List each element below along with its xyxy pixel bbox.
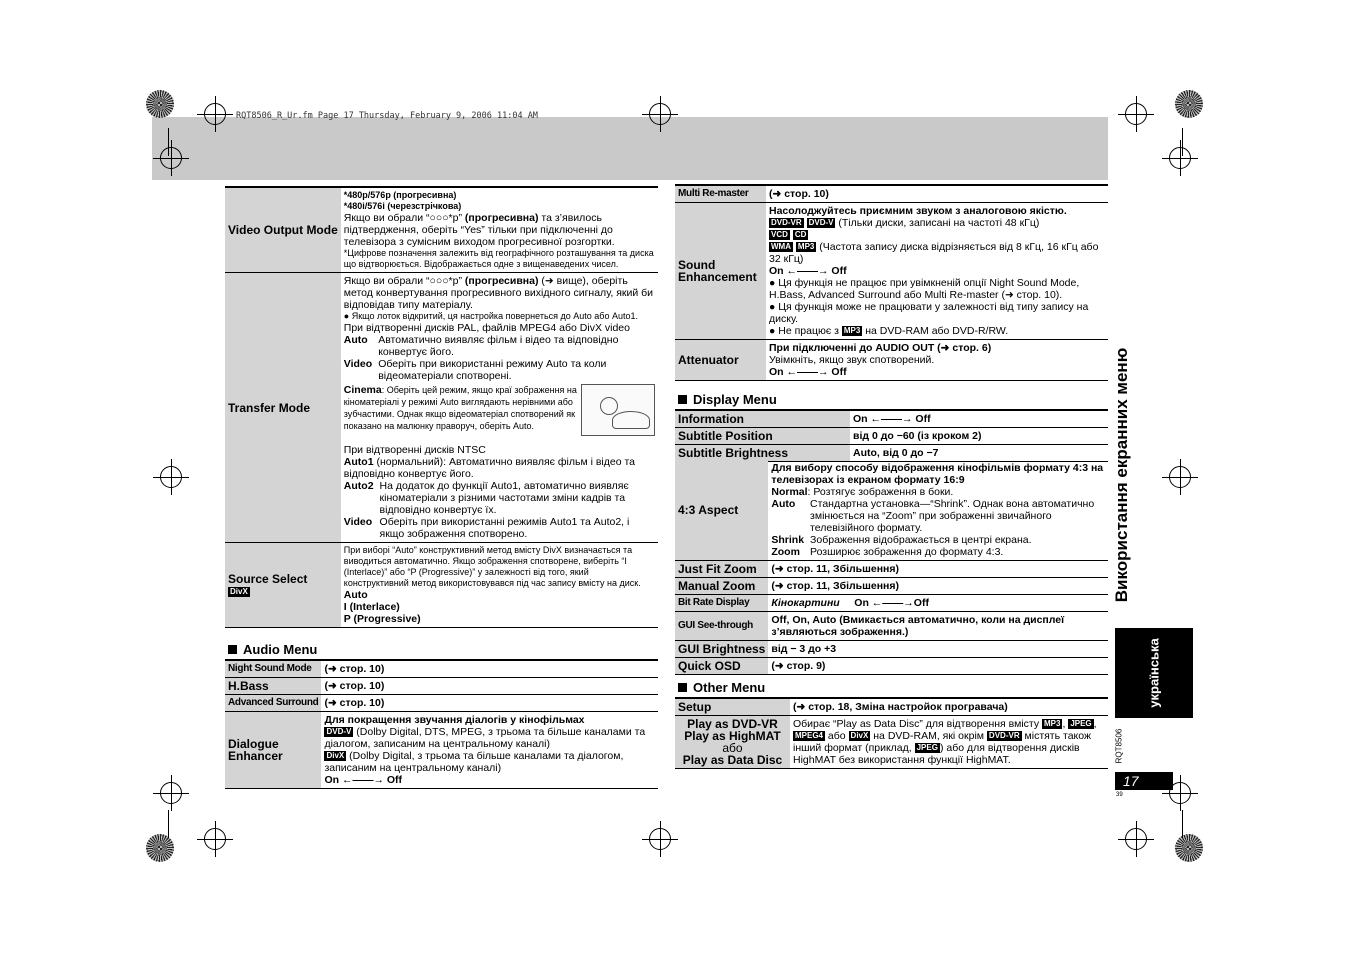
- other-menu-heading: Other Menu: [678, 680, 765, 695]
- aspect-desc: Для вибору способу відображення кінофільмів формату 4:3 на телевізорах із екраном формату 16:9 Normal: Розтягує зображення в боки. Auto Стандартна установка—“Shrink”. Однак вона автоматично змінюється на “Zoom” при зображенні звичайного телевізійного формату. Shrink Зображення відображається в центрі екрана. Zoom Розширює зображення до формату 4:3.: [768, 460, 1108, 561]
- small-page-number: 39: [1116, 792, 1123, 798]
- display-menu-table: Information On ←——→ Off Subtitle Position від 0 до −60 (із кроком 2) Subtitle Brightness Auto, від 0 до −7: [675, 409, 1108, 462]
- dialogue-enhancer-desc: Для покращення звучання діалогів у кінофільмах DVD-V (Dolby Digital, DTS, MPEG, з трьома та більше каналами та діалогом, записаним на центральному каналі) DivX (Dolby Digital, з трьома та більше каналами та діалогом, записаним на центральному каналі) On ←——→ Off: [321, 712, 658, 789]
- model-code: RQT8506: [1114, 728, 1124, 764]
- registration-mark-icon: [204, 103, 226, 125]
- audio-menu-heading: Audio Menu: [228, 642, 317, 657]
- attenuator-label: Attenuator: [675, 340, 766, 381]
- subtitle-brightness-label: Subtitle Brightness: [675, 445, 850, 462]
- display-menu-table-2: 4:3 Aspect Для вибору способу відображення кінофільмів формату 4:3 на телевізорах із екраном формату 16:9 Normal: Розтягує зображення в боки. Auto Стандартна установка—“Shrink”. Однак вона автоматично змінюється на “Zoom” при зображенні звичайного телевізійного формату. Shrink Зображення відображається в центрі екрана. Zoom Розширює зображення до формату 4:3. Just Fit Zoom (➜ стор. 11, Збільшення) Manual Zoom (➜ стор. 11, Збільшення) Bit Rate Display Кінокартини On ←——→Off GUI See-through Off, On, Auto (Вмикається автоматично, коли на дисплеї з’являються зображення.) GUI Brightness від − 3 до +3 Quick OSD (➜ стор. 9): [675, 460, 1108, 675]
- divx-badge: DivX: [230, 586, 248, 596]
- registration-mark-icon: [160, 466, 182, 488]
- advanced-surround-label: Advanced Surround: [225, 695, 321, 712]
- night-sound-mode-label: Night Sound Mode: [225, 660, 321, 678]
- information-label: Information: [675, 410, 850, 428]
- bit-rate-display-label: Bit Rate Display: [675, 595, 768, 612]
- registration-mark-icon: [1169, 466, 1191, 488]
- distorted-image-illustration: [581, 384, 655, 436]
- rosette-icon: [1175, 834, 1203, 862]
- video-output-mode-desc: *480p/576p (прогресивна) *480i/576i (черезстрічкова) Якщо ви обрали “○○○*p” (прогресивна) та з’явилось підтвердження, оберіть “Yes” тільки при підключенні до телевізора з сумісним виходом прогресивної розгортки. *Цифрове позначення залежить від географічного розташування та диска що відтворюється. Відображається одне з вищенаведених чисел.: [341, 187, 658, 273]
- registration-mark-icon: [204, 828, 226, 850]
- transfer-mode-desc: Якщо ви обрали “○○○*p” (прогресивна) (➜ вище), оберіть метод конвертування прогресивного вихідного сигналу, який би відповідав типу матеріалу. ● Якщо лоток відкритий, ця настройка повернеться до Auto або Auto1. При відтворенні дисків PAL, файлів MPEG4 або DivX video Auto Автоматично виявляє фільм і відео та відповідно конвертує його. Video Оберіть при використанні режиму Auto та коли відеоматеріали спотворені. Cinema: Оберіть цей режим, якщо краї зображення на кіноматеріалі у режимі Auto виглядають нерівними або зубчастими. Однак якщо відеоматеріал спотворений як показано на малюнку праворуч, оберіть Auto. При відтворенні дисків NTSC Auto1 (нормальний): Автоматично виявляє фільм і відео та відповідно конвертує його. Auto2 На додаток до функції Auto1, автоматично виявляє кіноматеріали з різними частотами зміни кадрів та відповідно конвертує їх. Video Оберіть при використанні режимів Auto1 та Auto2, і якщо зображення спотворено.: [341, 273, 658, 543]
- video-settings-table: [225, 186, 658, 628]
- multi-remaster-label: Multi Re-master: [675, 185, 766, 203]
- registration-mark-icon: [1169, 147, 1191, 169]
- transfer-mode-label: Transfer Mode: [225, 273, 341, 543]
- registration-mark-icon: [1125, 828, 1147, 850]
- section-title-vertical: Використання екранних меню: [1112, 347, 1131, 603]
- header-band: [152, 117, 1108, 180]
- registration-mark-icon: [649, 828, 671, 850]
- audio-continued-table: Multi Re-master (➜ стор. 10) Sound Enhancement Насолоджуйтесь приємним звуком з аналоговою якістю. DVD-VR DVD-V (Тільки диски, записані на частоті 48 кГц) VCD CD WMA MP3 (Частота запису диска відрізняється від 8 кГц, 16 кГц або 32 кГц) On ←——→ Off ● Ця функція не працює при увімкненій опції Night Sound Mode, H.Bass, Advanced Surround або Multi Re-master (➜ стор. 10). ● Ця функція може не працювати у залежності від типу запису на диску. ● Не працює з MP3 на DVD-RAM або DVD-R/RW. Attenuator При підключенні до AUDIO OUT (➜ стор. 6) Увімкніть, якщо звук спотворений. On ←——→ Off: [675, 184, 1108, 381]
- page-number: 17: [1115, 772, 1173, 790]
- registration-mark-icon: [649, 103, 671, 125]
- play-as-label: Play as DVD-VR Play as HighMAT або Play as Data Disc: [675, 716, 790, 769]
- registration-mark-icon: [160, 782, 182, 804]
- hbass-label: H.Bass: [225, 678, 321, 695]
- just-fit-zoom-label: Just Fit Zoom: [675, 561, 768, 578]
- gui-see-through-label: GUI See-through: [675, 612, 768, 641]
- source-select-label: Source Select DivX: [225, 543, 341, 628]
- registration-mark-icon: [1125, 103, 1147, 125]
- language-tab: українська: [1115, 628, 1193, 718]
- rosette-icon: [1175, 90, 1203, 118]
- quick-osd-label: Quick OSD: [675, 658, 768, 675]
- gui-brightness-label: GUI Brightness: [675, 641, 768, 658]
- file-info: RQT8506_R_Ur.fm Page 17 Thursday, February 9, 2006 11:04 AM: [236, 111, 538, 121]
- aspect-label: 4:3 Aspect: [675, 460, 768, 561]
- audio-menu-table: Night Sound Mode (➜ стор. 10) H.Bass (➜ стор. 10) Advanced Surround (➜ стор. 10) Dialogue Enhancer Для покращення звучання діалогів у кінофільмах DVD-V (Dolby Digital, DTS, MPEG, з трьома та більше каналами та діалогом, записаним на центральному каналі) DivX (Dolby Digital, з трьома та більше каналами та діалогом, записаним на центральному каналі) On ←——→ Off: [225, 659, 658, 789]
- play-as-desc: Обирає “Play as Data Disc” для відтворення вмісту MP3 , JPEG , MPEG4 або DivX на DVD-RAM, які окрім DVD-VR містять також інший формат (приклад, JPEG ) або для відтворення дисків HighMAT без використання функції HighMAT.: [790, 716, 1108, 769]
- attenuator-desc: При підключенні до AUDIO OUT (➜ стор. 6) Увімкніть, якщо звук спотворений. On ←——→ Off: [766, 340, 1108, 381]
- manual-zoom-label: Manual Zoom: [675, 578, 768, 595]
- setup-label: Setup: [675, 698, 790, 716]
- video-output-mode-label: Video Output Mode: [225, 187, 341, 273]
- other-menu-table: Setup (➜ стор. 18, Зміна настройок програвача) Play as DVD-VR Play as HighMAT або Play as Data Disc Обирає “Play as Data Disc” для відтворення вмісту MP3 , JPEG , MPEG4 або DivX на DVD-RAM, які окрім DVD-VR містять також інший формат (приклад, JPEG ) або для відтворення дисків HighMAT без використання функції HighMAT.: [675, 697, 1108, 769]
- sound-enhancement-desc: Насолоджуйтесь приємним звуком з аналоговою якістю. DVD-VR DVD-V (Тільки диски, записані на частоті 48 кГц) VCD CD WMA MP3 (Частота запису диска відрізняється від 8 кГц, 16 кГц або 32 кГц) On ←——→ Off ● Ця функція не працює при увімкненій опції Night Sound Mode, H.Bass, Advanced Surround або Multi Re-master (➜ стор. 10). ● Ця функція може не працювати у залежності від типу запису на диску. ● Не працює з MP3 на DVD-RAM або DVD-R/RW.: [766, 203, 1108, 340]
- display-menu-heading: Display Menu: [678, 392, 777, 407]
- registration-mark-icon: [160, 147, 182, 169]
- sound-enhancement-label: Sound Enhancement: [675, 203, 766, 340]
- dialogue-enhancer-label: Dialogue Enhancer: [225, 712, 321, 789]
- rosette-icon: [146, 834, 174, 862]
- subtitle-position-label: Subtitle Position: [675, 428, 850, 445]
- rosette-icon: [146, 90, 174, 118]
- source-select-desc: При виборі “Auto” конструктивний метод вмісту DivX визначається та виводиться автоматично. Якщо зображення спотворене, виберіть “I (Interlace)” або “P (Progressive)” у залежності від того, який конструктивний метод використовувався під час запису вмісту на диск. Auto I (Interlace) P (Progressive): [341, 543, 658, 628]
